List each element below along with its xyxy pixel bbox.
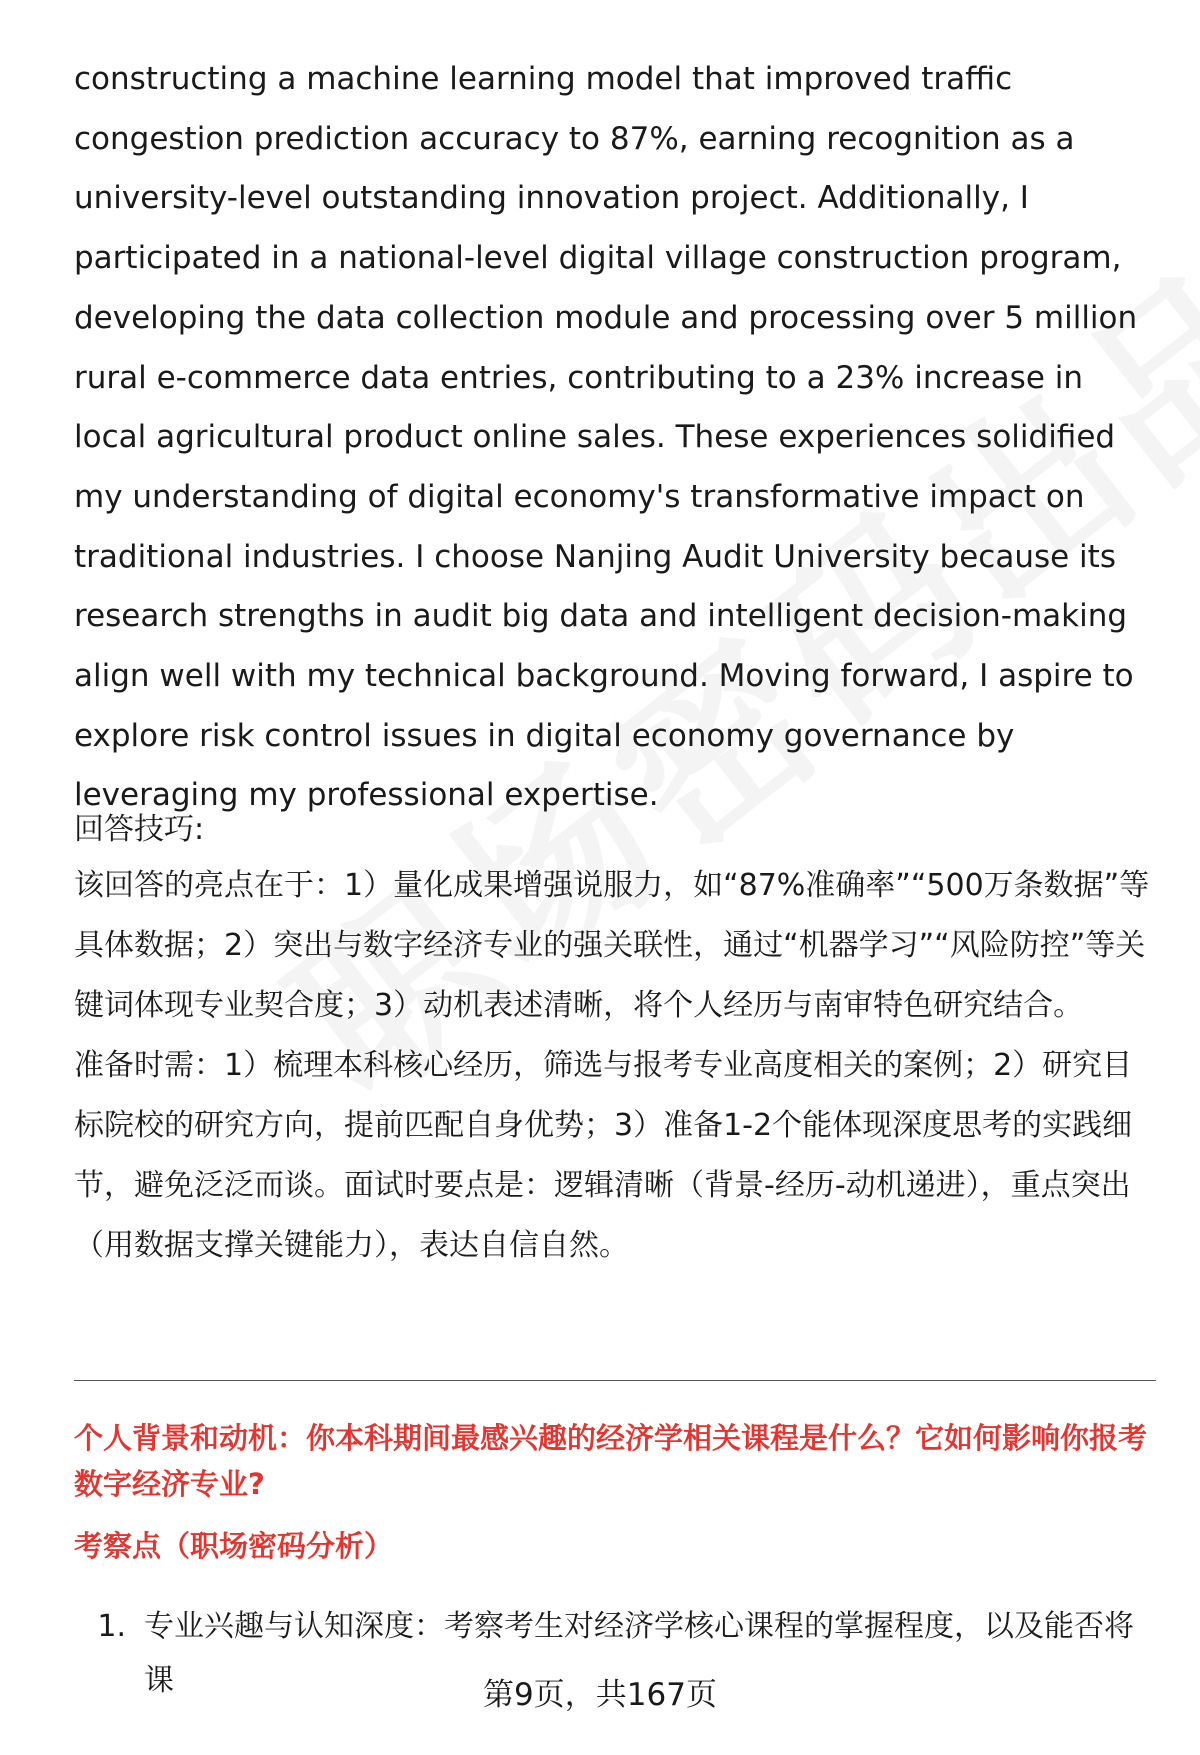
question-title: 个人背景和动机：你本科期间最感兴趣的经济学相关课程是什么？它如何影响你报考数字经济专业? [74, 1421, 1148, 1501]
analysis-heading: 考察点（职场密码分析） [74, 1529, 394, 1563]
tips-title: 回答技巧: [74, 812, 205, 847]
page-number: 第9页，共167页 [483, 1677, 717, 1713]
list-item-text: 专业兴趣与认知深度：考察考生对经济学核心课程的掌握程度，以及能否将课 [144, 1609, 1134, 1698]
list-item-number: 1. [97, 1609, 126, 1644]
english-answer-paragraph: constructing a machine learning model that improved traffic congestion prediction accuracy to 87%, earning recognition as a university-level outstanding innovation project. Additionally, I participated in a national-level digital village construction program, developing the data collection module and processing over 5 million rural e-commerce data entries, contributing to a 23% increase in local agricultural product online sales. These experiences solidified my understanding of digital economy's transformative impact on traditional industries. I choose Nanjing Audit University because its research strengths in audit big data and intelligent decision-making align well with my technical background. Moving forward, I aspire to explore risk control issues in digital economy governance by leveraging my professional expertise. [74, 61, 1138, 814]
tips-highlight: 该回答的亮点在于：1）量化成果增强说服力，如“87%准确率”“500万条数据”等具体数据；2）突出与数字经济专业的强关联性，通过“机器学习”“风险防控”等关键词体现专业契合度；3）动机表述清晰，将个人经历与南审特色研究结合。 [74, 868, 1150, 1023]
tips-preparation: 准备时需：1）梳理本科核心经历，筛选与报考专业高度相关的案例；2）研究目标院校的研究方向，提前匹配自身优势；3）准备1-2个能体现深度思考的实践细节，避免泛泛而谈。面试时要点是：逻辑清晰（背景-经历-动机递进），重点突出（用数据支撑关键能力），表达自信自然。 [74, 1048, 1133, 1263]
section-divider [74, 1380, 1156, 1381]
tips-body [74, 856, 1154, 1276]
